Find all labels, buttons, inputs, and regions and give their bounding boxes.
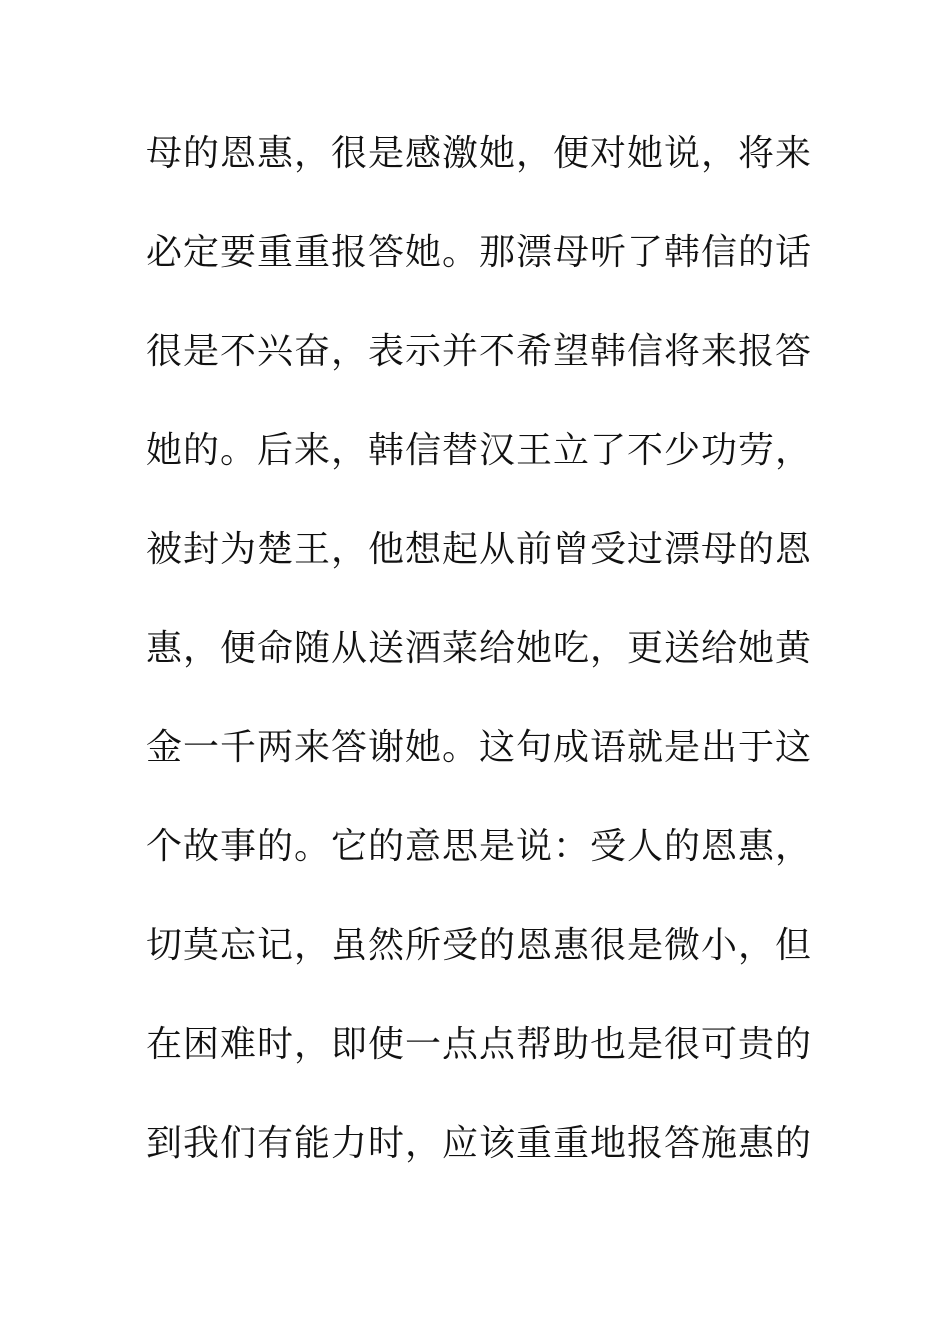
text-line: 被封为楚王，他想起从前曾受过漂母的恩 <box>146 529 813 570</box>
text-line: 金一千两来答谢她。这句成语就是出于这 <box>146 727 813 768</box>
text-line: 必定要重重报答她。那漂母听了韩信的话 <box>146 232 813 273</box>
text-line: 很是不兴奋，表示并不希望韩信将来报答 <box>146 331 813 372</box>
text-line: 个故事的。它的意思是说：受人的恩惠， <box>146 826 813 867</box>
body-text <box>146 128 816 1217</box>
text-line: 母的恩惠，很是感激她，便对她说，将来 <box>146 133 813 174</box>
text-line: 她的。后来，韩信替汉王立了不少功劳， <box>146 430 813 471</box>
text-line: 在困难时，即使一点点帮助也是很可贵的 <box>146 1024 813 1065</box>
text-line: 切莫忘记，虽然所受的恩惠很是微小，但 <box>146 925 813 966</box>
text-line: 到我们有能力时，应该重重地报答施惠的 <box>146 1123 813 1164</box>
text-line: 惠，便命随从送酒菜给她吃，更送给她黄 <box>146 628 813 669</box>
